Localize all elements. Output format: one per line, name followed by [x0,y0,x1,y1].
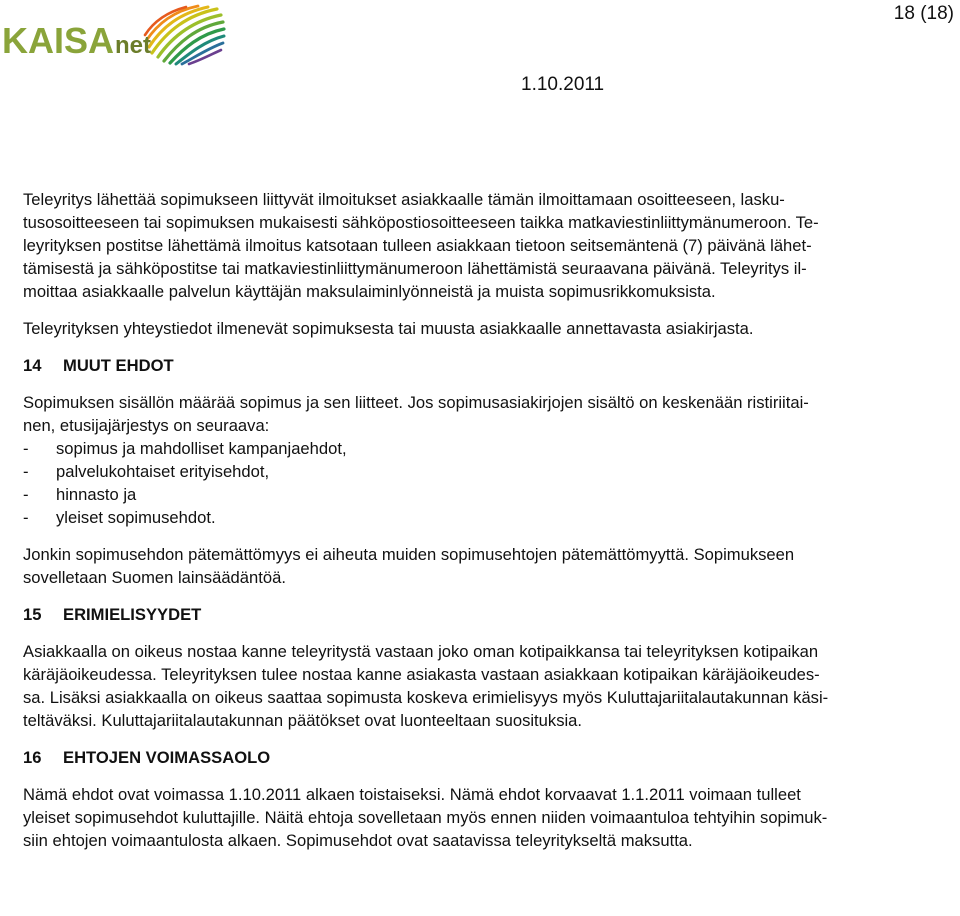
section-number: 15 [23,605,42,624]
text-line: Nämä ehdot ovat voimassa 1.10.2011 alkaen toistaiseksi. Nämä ehdot korvaavat 1.1.2011 voimaan tulleet [23,785,801,804]
section-title: EHTOJEN VOIMASSAOLO [63,748,271,767]
section-title: ERIMIELISYYDET [63,605,202,624]
text-line: siin ehtojen voimaantulosta alkaen. Sopimusehdot ovat saatavissa teleyritykseltä maksutta. [23,831,693,850]
kaisanet-logo [2,3,232,71]
text-line: yleiset sopimusehdot kuluttajille. Näitä ehtoja sovelletaan myös ennen niiden voimaantuloa tehtyihin sopimuk- [23,808,828,827]
text-line: tämisestä ja sähköpostitse tai matkaviestinliittymänumeroon lähettämistä seuraavana päivänä. Teleyritys il- [23,259,807,278]
priority-list [23,437,948,529]
list-item-text: palvelukohtaiset erityisehdot, [56,462,270,481]
list-item-text: hinnasto ja [56,485,137,504]
text-line: sa. Lisäksi asiakkaalla on oikeus saattaa sopimusta koskeva erimielisyys myös Kuluttajariitalautakunnan käsi- [23,688,829,707]
page-number: 18 (18) [893,3,954,24]
logo-text-main: KAISA [2,20,115,61]
paragraph-section-16 [23,783,948,852]
text-line: teltäväksi. Kuluttajariitalautakunnan päätökset ovat luonteeltaan suosituksia. [23,711,583,730]
list-item [23,483,948,506]
text-line: sovelletaan Suomen lainsäädäntöä. [23,568,286,587]
paragraph-contact-info [23,317,948,340]
text-line: tusosoitteeseen tai sopimuksen mukaisesti sähköpostiosoitteeseen taikka matkaviestinliittymänumeroon. Te- [23,213,819,232]
text-line: käräjäoikeudessa. Teleyrityksen tulee nostaa kanne asiakasta vastaan asiakkaan kotipaikan käräjäoikeudes- [23,665,820,684]
paragraph-section-14-closing [23,543,948,589]
list-item [23,506,948,529]
text-line: nen, etusijajärjestys on seuraava: [23,416,270,435]
text-line: Sopimuksen sisällön määrää sopimus ja sen liitteet. Jos sopimusasiakirjojen sisältö on keskenään ristiriitai- [23,393,809,412]
section-heading-14 [23,354,948,377]
list-marker: - [23,485,29,504]
section-heading-16 [23,746,948,769]
list-marker: - [23,508,29,527]
list-item-text: yleiset sopimusehdot. [56,508,216,527]
striped-leaf-logo-icon [2,3,232,71]
text-line: Teleyrityksen yhteystiedot ilmenevät sopimuksesta tai muusta asiakkaalle annettavasta asiakirjasta. [23,319,754,338]
document-body [23,188,948,852]
list-marker: - [23,439,29,458]
list-item [23,460,948,483]
logo-text-suffix: net [115,32,151,59]
section-title: MUUT EHDOT [63,356,174,375]
section-number: 16 [23,748,42,767]
section-number: 14 [23,356,42,375]
list-item-text: sopimus ja mahdolliset kampanjaehdot, [56,439,347,458]
document-date: 1.10.2011 [521,74,605,95]
list-marker: - [23,462,29,481]
text-line: Asiakkaalla on oikeus nostaa kanne teleyritystä vastaan joko oman kotipaikkansa tai teleyrityksen kotipaikan [23,642,819,661]
text-line: Teleyritys lähettää sopimukseen liittyvät ilmoitukset asiakkaalle tämän ilmoittamaan osoitteeseen, lasku- [23,190,785,209]
list-item [23,437,948,460]
paragraph-section-15 [23,640,948,732]
text-line: moittaa asiakkaalle palvelun käyttäjän maksulaiminlyönneistä ja muista sopimusrikkomuksista. [23,282,716,301]
paragraph-section-14 [23,391,948,437]
text-line: leyrityksen postitse lähettämä ilmoitus katsotaan tulleen asiakkaan tietoon seitsemäntenä (7) päivänä lähet- [23,236,812,255]
paragraph-notifications [23,188,948,303]
section-heading-15 [23,603,948,626]
text-line: Jonkin sopimusehdon pätemättömyys ei aiheuta muiden sopimusehtojen pätemättömyyttä. Sopimukseen [23,545,795,564]
